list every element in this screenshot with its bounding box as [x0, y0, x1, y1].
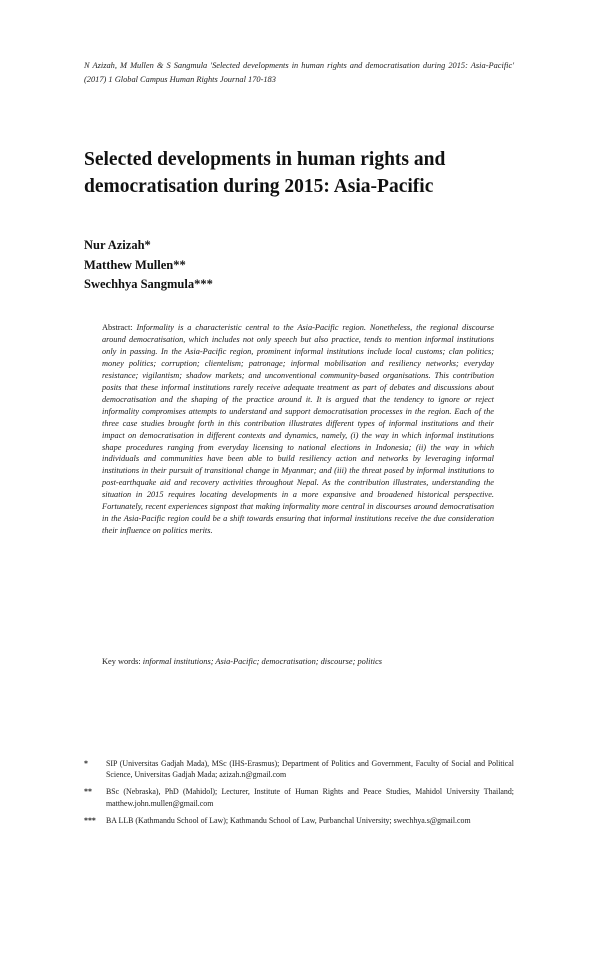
running-head: N Azizah, M Mullen & S Sangmula 'Selected developments in human rights and democratisation during 2015: Asia-Pacific' (2017) 1 Global Campus Human Rights Journal 170-183 [84, 61, 514, 84]
abstract-text: Informality is a characteristic central to the Asia-Pacific region. Nonetheless, the regional discourse around democratisation, which includes not only speech but also practice, tends to mention informal institutions only in passing. In the Asia-Pacific region, prominent informal institutions include local customs; clan politics; money politics; corruption; clientelism; patronage; informal mobilisation and resiliency networks; everyday resistance; vigilantism; shadow markets; and unconventional community-based organisations. This contribution posits that these informal institutions rarely receive adequate treatment as part of debates and discussions about democratisation and the shaping of the practice around it. It is argued that the tendency to ignore or reject informality compromises attempts to understand and support democratisation processes in the region. Each of the three case studies brought forth in this contribution illustrates different types of informal institutions and their impact on democratisation in different contexts and dynamics, namely, (i) the way in which informal institutions shape procedures ranging from everyday licensing to national elections in Indonesia; (ii) the way in which individuals and communities have been able to build resiliency action and networks by leveraging informal institutions in their pursuit of transitional change in Myanmar; and (iii) the threat posed by informal institutions to post-earthquake aid and recovery activities throughout Nepal. As the contribution illustrates, understanding the situation in 2015 requires locating developments in a more expansive and broadened historical perspective. Fortunately, recent experiences signpost that making informality more central in discourses around democratisation in the Asia-Pacific region could be a shift towards ensuring that informal institutions receive the due consideration their influence on politics merits. [102, 323, 494, 536]
footnote-mark: * [84, 759, 88, 768]
keywords-text: informal institutions; Asia-Pacific; democratisation; discourse; politics [142, 657, 383, 666]
footnote-text: BA LLB (Kathmandu School of Law); Kathmandu School of Law, Purbanchal University; swechhya.s@gmail.com [106, 815, 471, 825]
author-name: Matthew Mullen [84, 257, 174, 272]
paper-title: Selected developments in human rights and democratisation during 2015: Asia-Pacific [84, 149, 446, 197]
author-footnote-mark: ** [173, 257, 186, 272]
footnote-3 [84, 815, 514, 826]
footnote-text: BSc (Nebraska), PhD (Mahidol); Lecturer, Institute of Human Rights and Peace Studies, Mahidol University Thailand; matthew.john.mullen@gmail.com [106, 787, 514, 808]
footnote-text: SIP (Universitas Gadjah Mada), MSc (IHS-Erasmus); Department of Politics and Government, Faculty of Social and Political Science, Universitas Gadjah Mada; azizah.n@gmail.com [106, 759, 514, 780]
footnote-mark: *** [84, 815, 96, 825]
author-name: Swechhya Sangmula [84, 277, 195, 291]
abstract [102, 322, 494, 537]
keywords-label: Key words: [102, 657, 141, 666]
author-footnote-mark: * [144, 238, 151, 252]
author-2 [84, 256, 384, 276]
author-3 [84, 275, 384, 295]
author-list [84, 236, 384, 295]
abstract-label: Abstract: [102, 323, 133, 332]
footnotes [84, 758, 514, 832]
footnote-1 [84, 758, 514, 780]
author-footnote-mark: *** [194, 277, 213, 291]
footnote-2 [84, 786, 514, 808]
author-1 [84, 236, 384, 256]
author-name: Nur Azizah [84, 238, 145, 252]
footnote-mark: ** [84, 787, 92, 797]
keywords [102, 656, 494, 668]
